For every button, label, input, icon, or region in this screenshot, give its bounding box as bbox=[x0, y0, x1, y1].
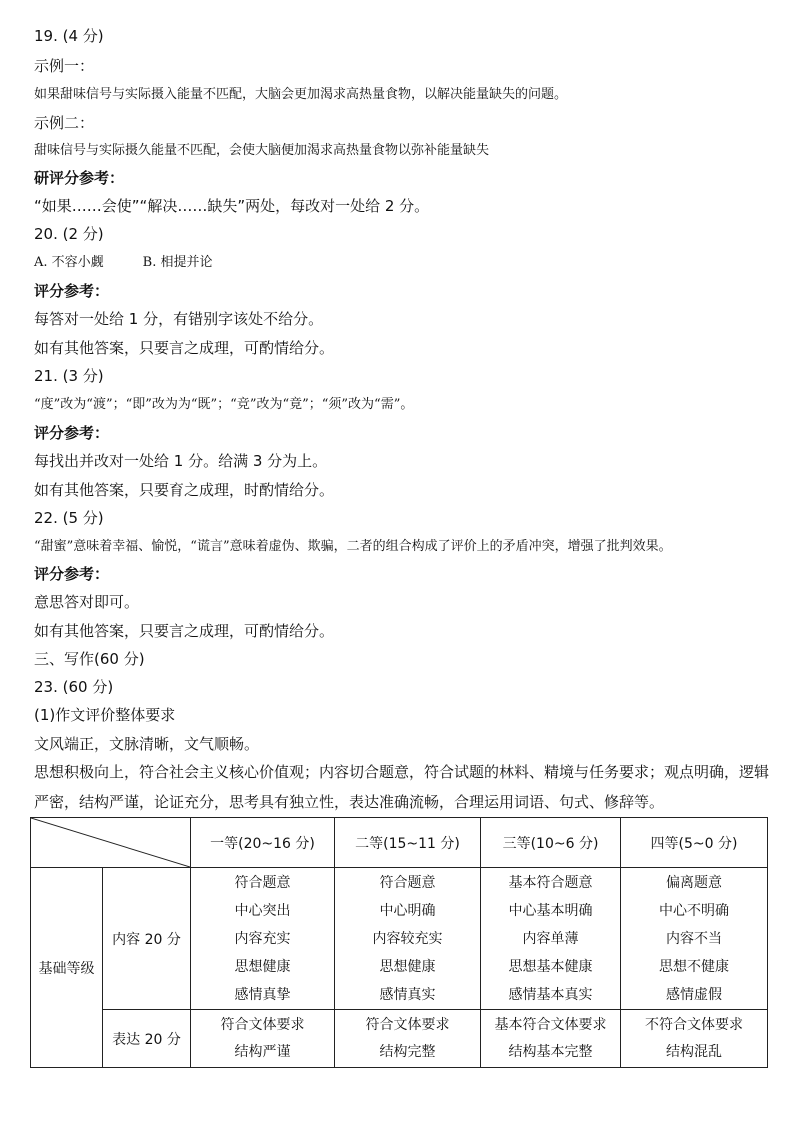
criterion: 符合文体要求 bbox=[365, 1016, 450, 1033]
criterion: 基本符合题意 bbox=[508, 874, 593, 891]
criterion: 感情基本真实 bbox=[508, 986, 593, 1003]
q20-score-2: 如有其他答案，只要言之成理，可酌情给分。 bbox=[34, 339, 335, 357]
q21-score-1: 每找出并改对一处给 1 分。给满 3 分为上。 bbox=[34, 452, 328, 470]
rubric-content-row bbox=[31, 868, 768, 1010]
q22-heading: 22. (5 分) bbox=[34, 509, 104, 527]
q20-heading: 20. (2 分) bbox=[34, 225, 104, 243]
criterion: 思想健康 bbox=[234, 958, 291, 975]
section-3-title: 三、写作(60 分) bbox=[34, 650, 145, 668]
criterion: 符合题意 bbox=[234, 874, 291, 891]
q20-answer: A. 不容小觑 B. 相提并论 bbox=[34, 255, 213, 270]
q19-example2-label: 示例二： bbox=[34, 114, 95, 132]
grade-2-header: 二等(15~11 分) bbox=[335, 818, 481, 868]
grade-2-content bbox=[335, 868, 481, 1010]
q23-requirement-2: 思想积极向上，符合社会主义核心价值观；内容切合题意，符合试题的林料、精境与任务要求；观点明确，逻辑严密，结构严谨，论证充分，思考具有独立性，表达准确流畅，合理运用词语、句式、修辞等。 bbox=[34, 763, 770, 811]
q19-example1-label: 示例一： bbox=[34, 57, 95, 75]
grade-1-content bbox=[191, 868, 335, 1010]
q22-score-label: 评分参考： bbox=[34, 565, 110, 583]
rubric-header-row bbox=[31, 818, 768, 868]
criterion: 感情真实 bbox=[379, 986, 436, 1003]
grade-3-expression bbox=[481, 1010, 621, 1068]
rubric-expression-row bbox=[31, 1010, 768, 1068]
grade-1-header: 一等(20~16 分) bbox=[191, 818, 335, 868]
criterion: 思想不健康 bbox=[659, 958, 729, 975]
q21-heading: 21. (3 分) bbox=[34, 367, 104, 385]
criterion: 感情虚假 bbox=[666, 986, 722, 1003]
criterion: 中心明确 bbox=[379, 902, 436, 919]
criterion: 结构严谨 bbox=[234, 1043, 291, 1060]
q23-requirement-1: 文风端正，文脉清晰，文气顺畅。 bbox=[34, 735, 260, 753]
rubric-corner-cell bbox=[31, 818, 191, 868]
q22-score-2: 如有其他答案，只要言之成理，可酌情给分。 bbox=[34, 622, 335, 640]
grade-4-content bbox=[621, 868, 768, 1010]
q21-score-label: 评分参考： bbox=[34, 424, 110, 442]
criterion: 内容较充实 bbox=[372, 930, 443, 947]
q19-example1-text: 如果甜味信号与实际摄入能量不匹配，大脑会更加渴求高热量食物，以解决能量缺失的问题。 bbox=[34, 87, 568, 102]
grade-3-content bbox=[481, 868, 621, 1010]
criterion: 内容单薄 bbox=[522, 930, 579, 947]
q21-answer: “度”改为“渡”；“即”改为为“既”；“竞”改为“竟”；“须”改为“需”。 bbox=[34, 397, 414, 412]
criterion: 符合题意 bbox=[379, 874, 436, 891]
criterion: 基本符合文体要求 bbox=[494, 1016, 607, 1033]
q19-heading: 19. (4 分) bbox=[34, 27, 104, 45]
content-score-label: 内容 20 分 bbox=[103, 868, 191, 1010]
grade-3-header: 三等(10~6 分) bbox=[481, 818, 621, 868]
criterion: 结构完整 bbox=[379, 1043, 436, 1060]
criterion: 中心突出 bbox=[234, 902, 291, 919]
criterion: 思想基本健康 bbox=[508, 958, 593, 975]
expression-score-label: 表达 20 分 bbox=[103, 1010, 191, 1068]
q23-requirement-title: (1)作文评价整体要求 bbox=[34, 706, 176, 724]
criterion: 结构混乱 bbox=[666, 1043, 722, 1060]
criterion: 中心基本明确 bbox=[508, 902, 593, 919]
q20-score-1: 每答对一处给 1 分，有错别字该处不给分。 bbox=[34, 310, 324, 328]
q19-score-label: 研评分参考： bbox=[34, 169, 125, 187]
scoring-rubric-table bbox=[30, 817, 768, 1068]
q22-score-1: 意思答对即可。 bbox=[34, 593, 140, 611]
grade-4-expression bbox=[621, 1010, 768, 1068]
q20-score-label: 评分参考： bbox=[34, 282, 110, 300]
grade-1-expression bbox=[191, 1010, 335, 1068]
grade-4-header: 四等(5~0 分) bbox=[621, 818, 768, 868]
basic-level-label: 基础等级 bbox=[31, 868, 103, 1068]
criterion: 内容不当 bbox=[666, 930, 722, 947]
q21-score-2: 如有其他答案，只要育之成理，时酌情给分。 bbox=[34, 481, 335, 499]
q19-score-text: “如果……会使”“解决……缺失”两处，每改对一处给 2 分。 bbox=[34, 197, 430, 215]
criterion: 中心不明确 bbox=[659, 902, 729, 919]
q22-answer: “甜蜜”意味着幸福、愉悦，“谎言”意味着虚伪、欺骗，二者的组合构成了评价上的矛盾冲突，增强了批判效果。 bbox=[34, 539, 672, 554]
grade-2-expression bbox=[335, 1010, 481, 1068]
criterion: 感情真挚 bbox=[234, 986, 291, 1003]
q19-example2-text: 甜味信号与实际摄久能量不匹配，会使大脑便加渴求高热量食物以弥补能量缺失 bbox=[34, 143, 490, 158]
criterion: 结构基本完整 bbox=[508, 1043, 593, 1060]
criterion: 思想健康 bbox=[379, 958, 436, 975]
criterion: 内容充实 bbox=[234, 930, 291, 947]
criterion: 符合文体要求 bbox=[220, 1016, 305, 1033]
criterion: 不符合文体要求 bbox=[645, 1016, 743, 1033]
q23-heading: 23. (60 分) bbox=[34, 678, 114, 696]
criterion: 偏离题意 bbox=[666, 874, 722, 891]
